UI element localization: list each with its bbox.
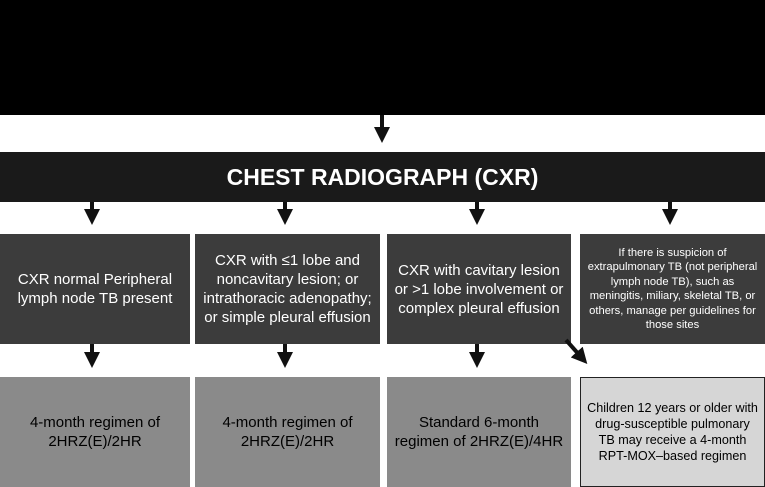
finding-text: If there is suspicion of extrapulmonary TB (not peripheral lymph node TB), such as meningitis, miliary, skeletal TB, or others, manage per guidelines for those sites <box>587 246 758 331</box>
chest-radiograph-band: CHEST RADIOGRAPH (CXR) <box>0 152 765 202</box>
criterion-item: • No drug-resistance suspected <box>170 81 618 101</box>
criterion-item: • Clinically diagnosed or confirmed TB, regardless of symptoms <box>170 41 618 61</box>
regimen-text: 4-month regimen of 2HRZ(E)/2HR <box>222 414 353 450</box>
finding-text: CXR normal Peripheral lymph node TB present <box>17 271 173 307</box>
regimen-text: Children 12 years or older with drug-susceptible pulmonary TB may receive a 4-month RPT-MOX–based regimen <box>587 401 758 463</box>
regimen-text: 4-month regimen of 2HRZ(E)/2HR <box>29 414 161 450</box>
eligibility-title: CHILD AGE 3 MONTHS TO <16 YEARS <box>169 8 596 34</box>
finding-text: CXR with cavitary lesion or >1 lobe involvement or complex pleural effusion <box>394 261 564 317</box>
regimen-text: Standard 6-month regimen of 2HRZ(E)/4HR <box>394 414 564 450</box>
criterion-item: • Respiratory smear negative, if done <box>170 61 618 81</box>
finding-text: CXR with ≤1 lobe and noncavitary lesion; or intrathoracic adenopathy; or simple pleural effusion <box>203 252 372 326</box>
arrow-diagonal-icon <box>566 340 582 358</box>
